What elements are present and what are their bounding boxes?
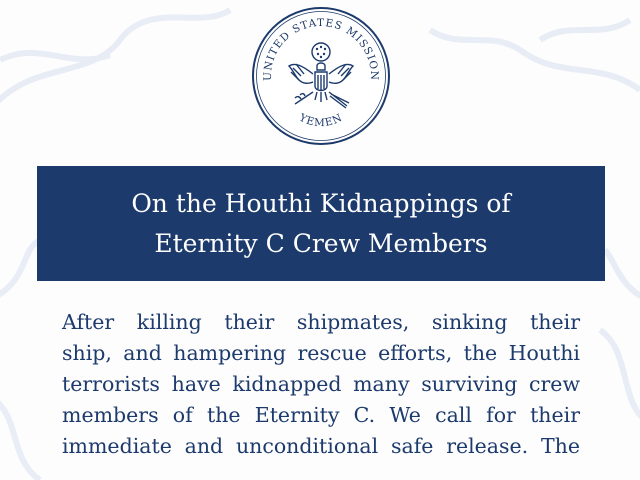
- statement-body: [62, 307, 580, 462]
- statement-line-5: immediate and unconditional safe release. The: [62, 434, 580, 458]
- statement-line-3: terrorists have kidnapped many surviving crew: [62, 372, 580, 396]
- seal-bottom-text: YEMEN: [297, 111, 345, 130]
- us-mission-yemen-seal: [249, 4, 393, 148]
- statement-line-2: ship, and hampering rescue efforts, the Houthi: [62, 341, 580, 365]
- title-banner: [37, 166, 605, 281]
- banner-title-line-2: Eternity C Crew Members: [154, 228, 488, 258]
- seal-top-text: UNITED STATES MISSION: [261, 17, 381, 81]
- statement-line-4: members of the Eternity C. We call for their: [62, 403, 580, 427]
- banner-title-line-1: On the Houthi Kidnappings of: [131, 188, 511, 218]
- statement-line-1: After killing their shipmates, sinking their: [62, 310, 580, 334]
